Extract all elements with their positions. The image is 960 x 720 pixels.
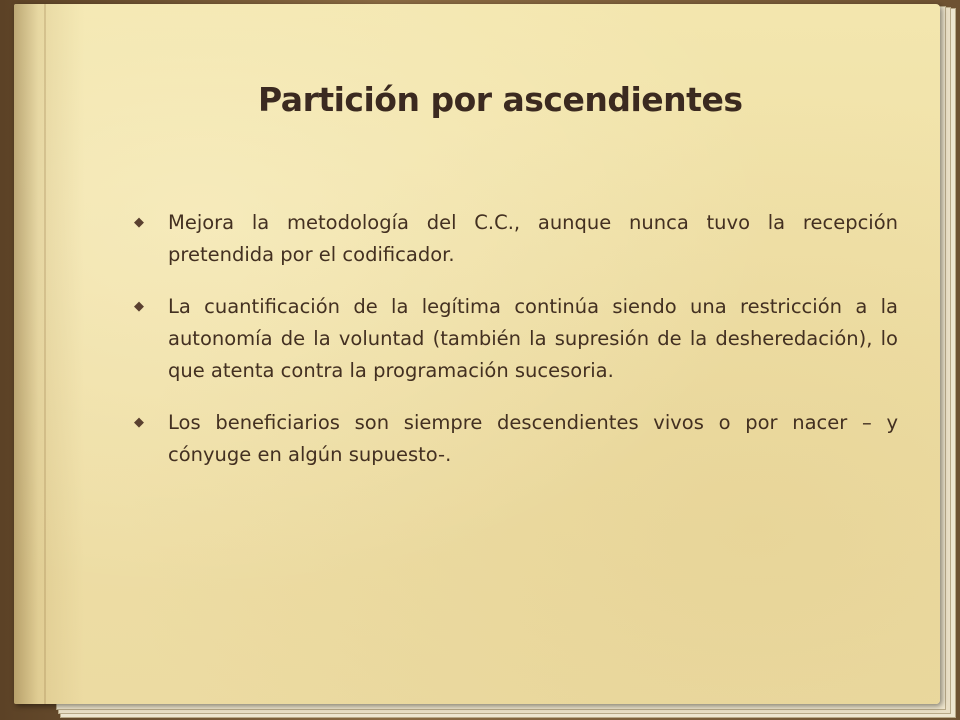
bullet-text: Los beneficiarios son siempre descendientes vivos o por nacer – y cónyuge en algún supuesto-. [168, 411, 898, 466]
slide-title: Partición por ascendientes [258, 80, 743, 119]
slide-page [14, 4, 940, 704]
bullet-item [132, 407, 898, 471]
bullet-list [132, 207, 898, 491]
bullet-item [132, 207, 898, 271]
diamond-bullet-icon: ◆ [134, 215, 144, 230]
bullet-item [132, 291, 898, 387]
bullet-text: La cuantificación de la legítima continúa siendo una restricción a la autonomía de la voluntad (también la supresión de la desheredación), lo que atenta contra la programación sucesoria. [168, 295, 898, 382]
diamond-bullet-icon: ◆ [134, 299, 144, 314]
diamond-bullet-icon: ◆ [134, 415, 144, 430]
page-spine-line [44, 4, 46, 704]
page-spine-shadow [14, 4, 84, 704]
bullet-text: Mejora la metodología del C.C., aunque nunca tuvo la recepción pretendida por el codificador. [168, 211, 898, 266]
